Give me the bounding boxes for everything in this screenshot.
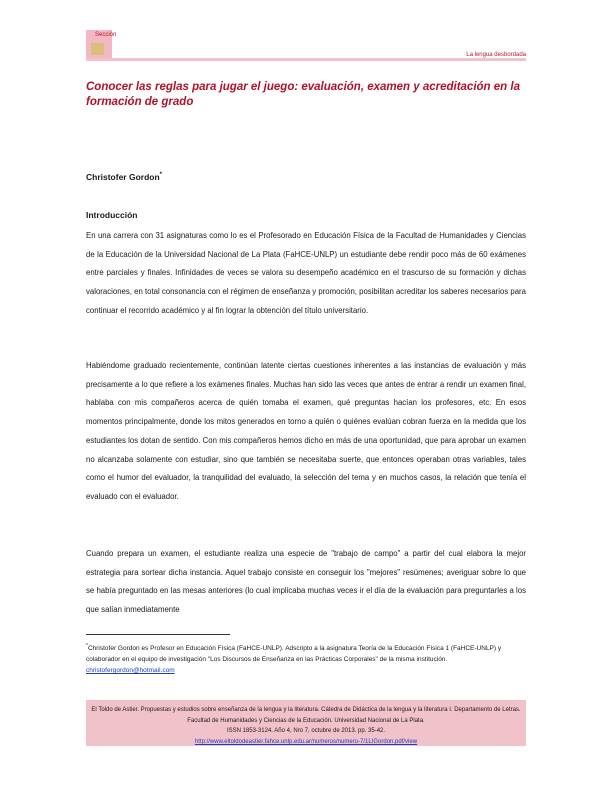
section-label: Sección [95, 32, 117, 38]
page-footer [86, 700, 526, 746]
author-name: Christofer Gordon [86, 172, 160, 182]
footer-citation: El Toldo de Astier. Propuestas y estudios sobre enseñanza de la lengua y la literatura. Cátedra de Didáctica de la lengua y la literatura I. Departamento de Letras. Facultad de Humanidades y Ciencias de la Educación. Universidad Nacional de La Plata. [91, 707, 521, 724]
footer-url-link[interactable]: http://www.eltoldodeastier.fahce.unlp.edu.ar/numeros/numero-7/1LIGordon.pdf/view [194, 738, 418, 745]
footer-issn: ISSN 1853-3124. Año 4, Nro 7, octubre de 2013. pp. 35-42. [226, 728, 386, 735]
header-right-label: La lengua desbordada [466, 52, 526, 58]
footnote [86, 641, 526, 676]
author-footnote-mark[interactable]: * [159, 172, 163, 179]
paragraph-2: Habiéndome graduado recientemente, continúan latente ciertas cuestiones inherentes a las instancias de evaluación y más precisamente a lo que refiere a los exámenes finales. Muchas han sido las veces que antes de entrar a rendir un examen final, hablaba con mis compañeros acerca de quién tomaba el examen, qué preguntas hacían los profesores, etc. En esos momentos principalmente, donde los mitos generados en torno a quién o quiénes evalúan cobran fuerza en la medida que los estudiantes los dotan de sentido. Con mis compañeros hemos dicho en más de una oportunidad, que para aprobar un examen no alcanzaba solamente con estudiar, sino que también se necesitaba suerte, que entonces operaban otras variables, tales como el humor del evaluador, la tranquilidad del evaluado, la selección del tema y en muchos casos, la relación que tenía el evaluado con el evaluador. [86, 361, 526, 501]
footnote-rule [86, 634, 230, 635]
logo-square [91, 43, 104, 55]
paragraph-3: Cuando prepara un examen, el estudiante realiza una especie de "trabajo de campo" a partir del cual elabora la mejor estrategia para sortear dicha instancia. Aquel trabajo consiste en conseguir los "mejores" resúmenes; averiguar sobre lo que se había preguntado en las mesas anteriores (lo cual implicaba muchas veces ir el día de la evaluación para preguntarles a los que salían inmediatamente [86, 549, 526, 615]
footnote-text: Christofer Gordon es Profesor en Educación Física (FaHCE-UNLP). Adscripto a la asignatura Teoría de la Educación Física 1 (FaHCE-UNLP) y colaborador en el equipo de investigación "Los Discursos de Enseñanza en las Prácticas Corporales" de la misma institución. [86, 645, 502, 664]
header-rule [86, 58, 526, 61]
footnote-mark: * [86, 643, 88, 649]
article-title: Conocer las reglas para jugar el juego: evaluación, examen y acreditación en la formación de grado [86, 81, 520, 108]
author-email-link[interactable]: christofergordon@hotmail.com [86, 667, 175, 675]
section-heading: Introducción [86, 210, 138, 220]
author-line [86, 172, 162, 182]
paragraph-1: En una carrera con 31 asignaturas como lo es el Profesorado en Educación Física de la Facultad de Humanidades y Ciencias de la Educación de la Universidad Nacional de La Plata (FaHCE-UNLP) un estudiante debe rendir poco más de 60 exámenes entre parciales y finales. Infinidades de veces se valora su desempeño académico en el trascurso de su formación y dichas valoraciones, en total consonancia con el régimen de enseñanza y promoción, posibilitan acreditar los saberes necesarios para continuar el recorrido académico y al fin lograr la obtención del título universitario. [86, 231, 526, 315]
